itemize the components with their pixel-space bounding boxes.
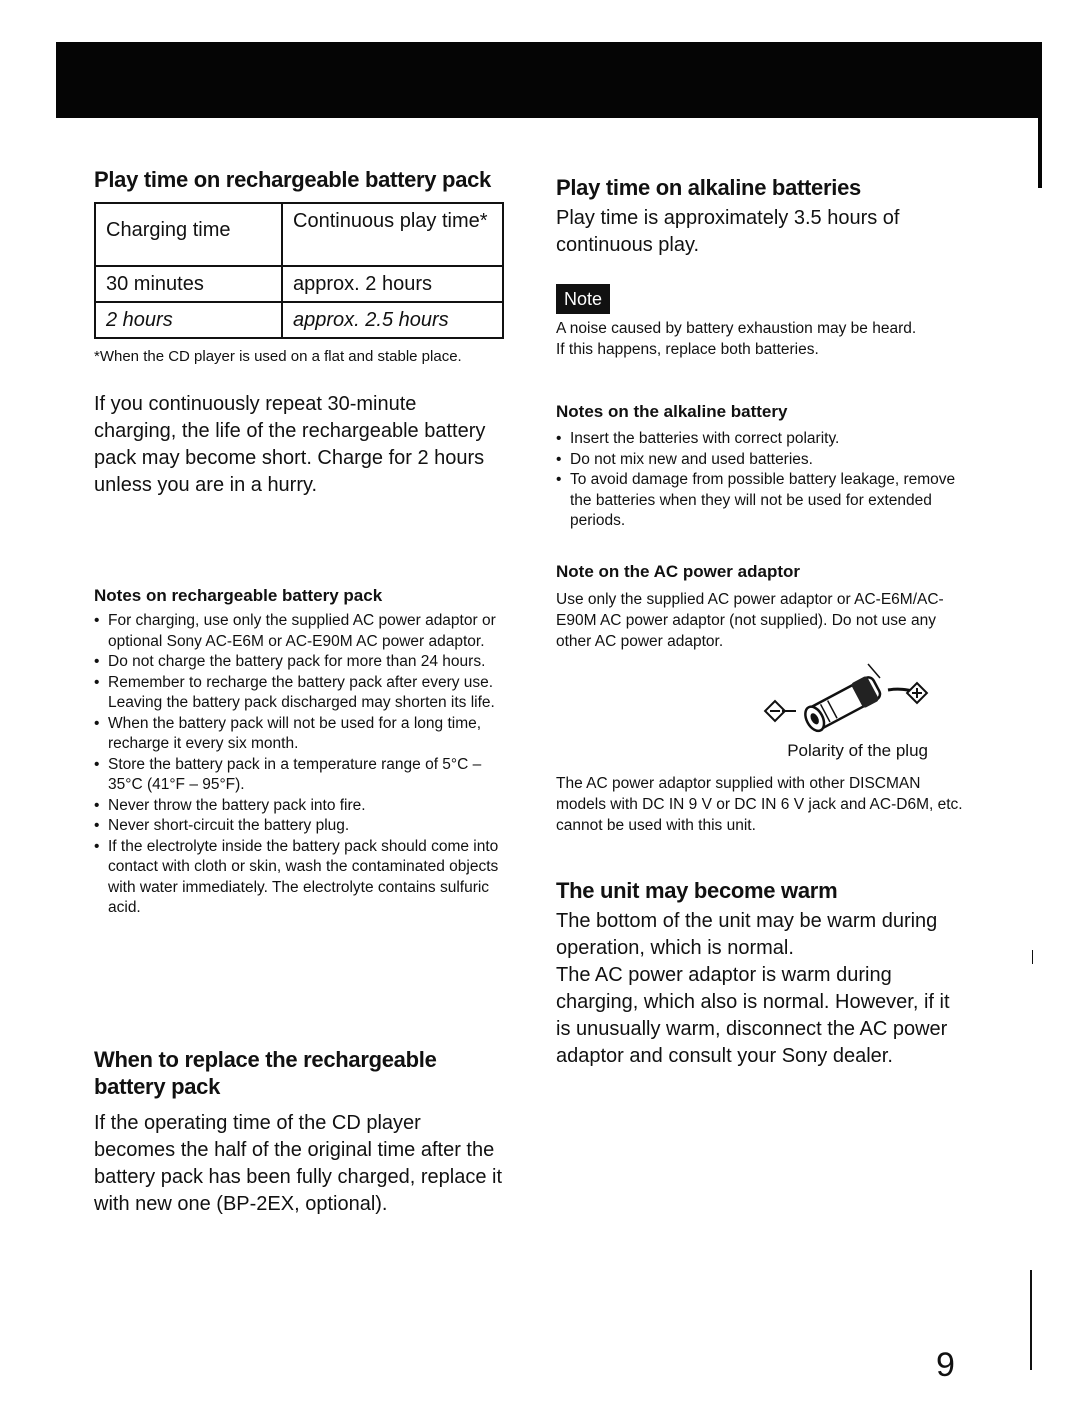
warm-title: The unit may become warm: [556, 878, 838, 903]
rechargeable-section: [94, 166, 504, 499]
ac-adaptor-paragraph: Use only the supplied AC power adaptor or AC-E6M/AC-E90M AC power adaptor (not supplied). Do not use any other AC power adaptor.: [556, 591, 944, 650]
ac-adaptor-detail: [556, 740, 970, 836]
list-item: • When the battery pack will not be used for a long time, recharge it every six month.: [94, 714, 504, 755]
list-item: • Do not mix new and used batteries.: [556, 450, 970, 471]
alkaline-section: [556, 174, 970, 259]
list-item: • Insert the batteries with correct polarity.: [556, 429, 970, 450]
margin-tick: [1032, 950, 1033, 964]
note-line: A noise caused by battery exhaustion may be heard.: [556, 320, 917, 337]
binding-rule: [1030, 1270, 1032, 1370]
replace-title: When to replace the rechargeable battery pack: [94, 1047, 437, 1099]
notes-rechargeable-list: [94, 611, 504, 919]
rechargeable-paragraph: If you continuously repeat 30-minute charging, the life of the rechargeable battery pack may become short. Charge for 2 hours unless you are in a hurry.: [94, 393, 486, 496]
alkaline-title: Play time on alkaline batteries: [556, 175, 861, 200]
plug-caption: Polarity of the plug: [787, 741, 928, 760]
table-header-row: [95, 203, 503, 266]
list-item: • If the electrolyte inside the battery pack should come into contact with cloth or skin, wash the contaminated objects with water immediately. The electrolyte contains sulfuric acid.: [94, 837, 504, 919]
alkaline-paragraph: Play time is approximately 3.5 hours of continuous play.: [556, 207, 900, 256]
list-item: • Remember to recharge the battery pack after every use. Leaving the battery pack discharged may shorten its life.: [94, 673, 504, 714]
table-header-cell: Charging time: [95, 203, 282, 266]
notes-alkaline-section: [556, 401, 970, 532]
table-footnote: *When the CD player is used on a flat and stable place.: [94, 348, 462, 365]
note-section: [556, 284, 970, 360]
table-row: [95, 302, 503, 338]
note-line: If this happens, replace both batteries.: [556, 341, 819, 358]
ac-adaptor-section: [556, 561, 970, 652]
table-cell: 2 hours: [95, 302, 282, 338]
page-number: 9: [936, 1346, 955, 1384]
list-item: • Do not charge the battery pack for more than 24 hours.: [94, 652, 504, 673]
plug-polarity-icon: [760, 660, 936, 736]
header-bar: [56, 42, 1042, 118]
list-item: • Store the battery pack in a temperature range of 5°C – 35°C (41°F – 95°F).: [94, 755, 504, 796]
list-item: • Never short-circuit the battery plug.: [94, 816, 504, 837]
table-row: [95, 266, 503, 302]
replace-section: [94, 1046, 504, 1218]
header-edge-rule: [1038, 118, 1042, 188]
warm-section: [556, 877, 970, 1070]
warm-paragraph: The bottom of the unit may be warm during operation, which is normal.: [556, 910, 938, 959]
list-item: • To avoid damage from possible battery leakage, remove the batteries when they will not be used for extended periods.: [556, 470, 970, 532]
ac-adaptor-paragraph-2: The AC power adaptor supplied with other DISCMAN models with DC IN 9 V or DC IN 6 V jack and AC-D6M, etc. cannot be used with this unit.: [556, 775, 963, 834]
table-cell: 30 minutes: [95, 266, 282, 302]
table-header-cell: Continuous play time*: [282, 203, 503, 266]
note-badge: Note: [556, 284, 610, 314]
notes-alkaline-list: [556, 429, 970, 532]
table-cell: approx. 2.5 hours: [282, 302, 503, 338]
play-time-table: [94, 202, 504, 339]
ac-adaptor-title: Note on the AC power adaptor: [556, 562, 800, 581]
rechargeable-title: Play time on rechargeable battery pack: [94, 167, 491, 192]
list-item: • For charging, use only the supplied AC power adaptor or optional Sony AC-E6M or AC-E90M AC power adaptor.: [94, 611, 504, 652]
list-item: • Never throw the battery pack into fire.: [94, 796, 504, 817]
warm-paragraph-2: The AC power adaptor is warm during charging, which also is normal. However, if it is unusually warm, disconnect the AC power adaptor and consult your Sony dealer.: [556, 964, 950, 1067]
notes-rechargeable-section: [94, 585, 504, 919]
notes-alkaline-title: Notes on the alkaline battery: [556, 402, 788, 421]
notes-rechargeable-title: Notes on rechargeable battery pack: [94, 586, 383, 605]
replace-paragraph: If the operating time of the CD player becomes the half of the original time after the battery pack has been fully charged, replace it with new one (BP-2EX, optional).: [94, 1112, 503, 1215]
table-cell: approx. 2 hours: [282, 266, 503, 302]
